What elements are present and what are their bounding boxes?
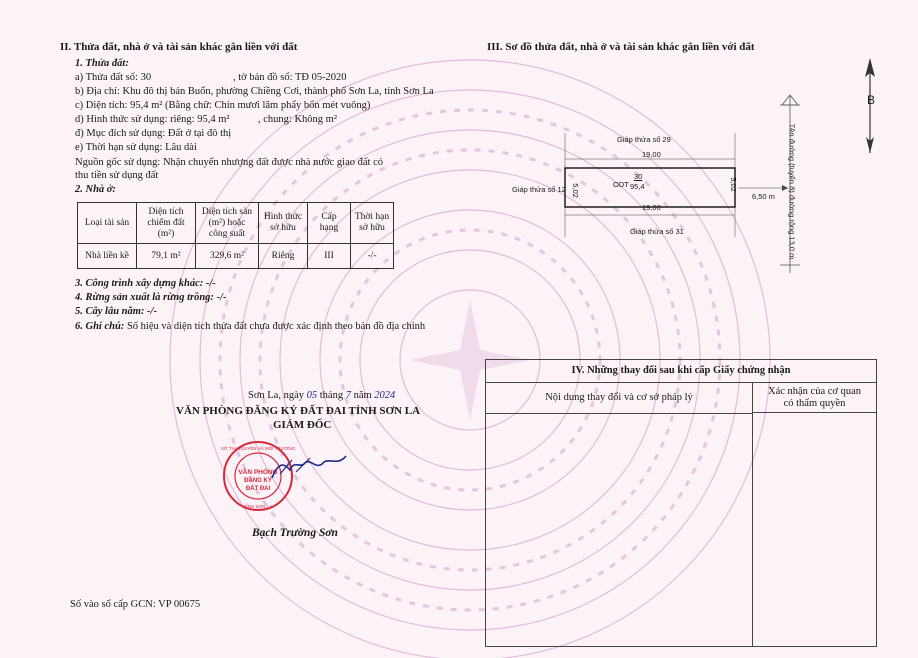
svg-text:ĐĂNG KÝ: ĐĂNG KÝ: [244, 478, 272, 484]
column-divider: [752, 413, 753, 646]
production-forest: 4. Rừng sản xuất là rừng trồng: -/-: [75, 292, 227, 303]
house-table: [77, 202, 394, 269]
neighbor-top: Giáp thửa số 29: [617, 135, 671, 144]
parcel-address: b) Địa chỉ: Khu đô thị bản Buổn, phường Chiềng Cơi, thành phố Sơn La, tỉnh Sơn La: [75, 86, 434, 97]
date-day: 05: [306, 390, 318, 401]
parcel-boundary: [565, 168, 735, 207]
office-name: VĂN PHÒNG ĐĂNG KÝ ĐẤT ĐAI TỈNH SƠN LA: [176, 405, 421, 417]
parcel-number: a) Thửa đất số: 30: [75, 72, 152, 83]
section-ii-heading: II. Thửa đất, nhà ở và tài sản khác gắn liền với đất: [60, 41, 298, 53]
changes-table: [485, 359, 877, 647]
use-term: e) Thời hạn sử dụng: Lâu dài: [75, 142, 197, 153]
table-cell: 79,1 m²: [137, 244, 196, 269]
table-cell: III: [308, 244, 351, 269]
issue-date: [248, 389, 395, 402]
right-dimension: 5,02: [728, 177, 738, 192]
table-header-row: [78, 203, 394, 244]
date-year: 2024: [374, 390, 396, 401]
neighbor-bottom: Giáp thửa số 31: [630, 227, 684, 236]
bottom-dimension: 19,00: [642, 203, 661, 212]
top-dimension: 19,00: [642, 150, 661, 159]
signer-name: Bạch Trường Sơn: [252, 527, 338, 539]
table-header: Hình thức sở hữu: [259, 203, 308, 244]
left-dimension: 5,02: [570, 183, 580, 198]
svg-text:SỞ TÀI NGUYÊN VÀ MÔI TRƯỜNG: SỞ TÀI NGUYÊN VÀ MÔI TRƯỜNG: [220, 446, 296, 451]
date-prefix: Sơn La, ngày: [248, 390, 305, 401]
table-header: Diện tích sàn (m²) hoặc công suất: [196, 203, 259, 244]
note-text: Số hiệu và diện tích thửa đất chưa được xác định theo bản đồ địa chính: [126, 321, 426, 332]
parcel-area: c) Diện tích: 95,4 m² (Bằng chữ: Chín mươi lăm phẩy bốn mét vuông): [75, 100, 371, 111]
other-construction: 3. Công trình xây dựng khác: -/-: [75, 278, 216, 289]
registry-number: Số vào sổ cấp GCN: VP 00675: [70, 599, 201, 610]
table-header: Thời hạn sở hữu: [351, 203, 394, 244]
director-title: GIÁM ĐỐC: [273, 419, 332, 431]
confirmation-line2: có thẩm quyền: [783, 398, 846, 409]
date-month: 7: [345, 390, 351, 401]
use-form-private: d) Hình thức sử dụng: riêng: 95,4 m²: [75, 114, 230, 125]
table-header: Cấp hạng: [308, 203, 351, 244]
table-row: [78, 244, 394, 269]
section-iii-heading: III. Sơ đồ thửa đất, nhà ở và tài sản khác gắn liền với đất: [487, 41, 755, 53]
changes-column-confirmation: [753, 383, 876, 413]
parcel-number-label: 30: [634, 172, 643, 181]
parcel-diagram: [480, 55, 900, 285]
use-form-common: , chung: Không m²: [258, 114, 337, 125]
neighbor-left: Giáp thửa số 12: [512, 185, 566, 194]
road-label: Tên đường (tuyến 8) đường rộng 13,0 m: [787, 123, 797, 260]
land-heading: 1. Thửa đất:: [75, 58, 129, 69]
table-cell: Riêng: [259, 244, 308, 269]
parcel-code: ODT: [613, 180, 629, 189]
svg-text:ĐẤT ĐAI: ĐẤT ĐAI: [245, 486, 271, 492]
table-cell: Nhà liền kề: [78, 244, 137, 269]
table-header: Loại tài sản: [78, 203, 137, 244]
section-iv-heading: IV. Những thay đổi sau khi cấp Giấy chứng nhận: [486, 360, 876, 383]
confirmation-line1: Xác nhận của cơ quan: [767, 386, 861, 397]
table-cell: -/-: [351, 244, 394, 269]
official-stamp: [220, 438, 360, 518]
map-sheet-number: , tờ bản đồ số: TĐ 05-2020: [233, 72, 347, 83]
note-label: 6. Ghi chú:: [75, 321, 125, 332]
svg-text:VĂN PHÒNG: VĂN PHÒNG: [238, 469, 278, 476]
origin-line1: Nguồn gốc sử dụng: Nhận chuyển nhượng đất được nhà nước giao đất có: [75, 157, 383, 168]
table-header: Diện tích chiếm đất (m²): [137, 203, 196, 244]
house-heading: 2. Nhà ở:: [75, 184, 116, 195]
svg-text:TỈNH SƠN LA: TỈNH SƠN LA: [243, 504, 273, 509]
road-offset: 6,50 m: [752, 192, 775, 201]
date-month-label: tháng: [319, 390, 344, 401]
changes-column-content: Nội dung thay đổi và cơ sở pháp lý: [486, 383, 753, 414]
date-year-label: năm: [353, 390, 372, 401]
use-purpose: đ) Mục đích sử dụng: Đất ở tại đô thị: [75, 128, 232, 139]
perennial-trees: 5. Cây lâu năm: -/-: [75, 306, 157, 317]
table-cell: 329,6 m²: [196, 244, 259, 269]
parcel-area-label: 95,4: [630, 182, 645, 191]
note-line: [75, 320, 425, 333]
north-label: B: [867, 93, 876, 107]
origin-line2: thu tiền sử dụng đất: [75, 170, 159, 181]
